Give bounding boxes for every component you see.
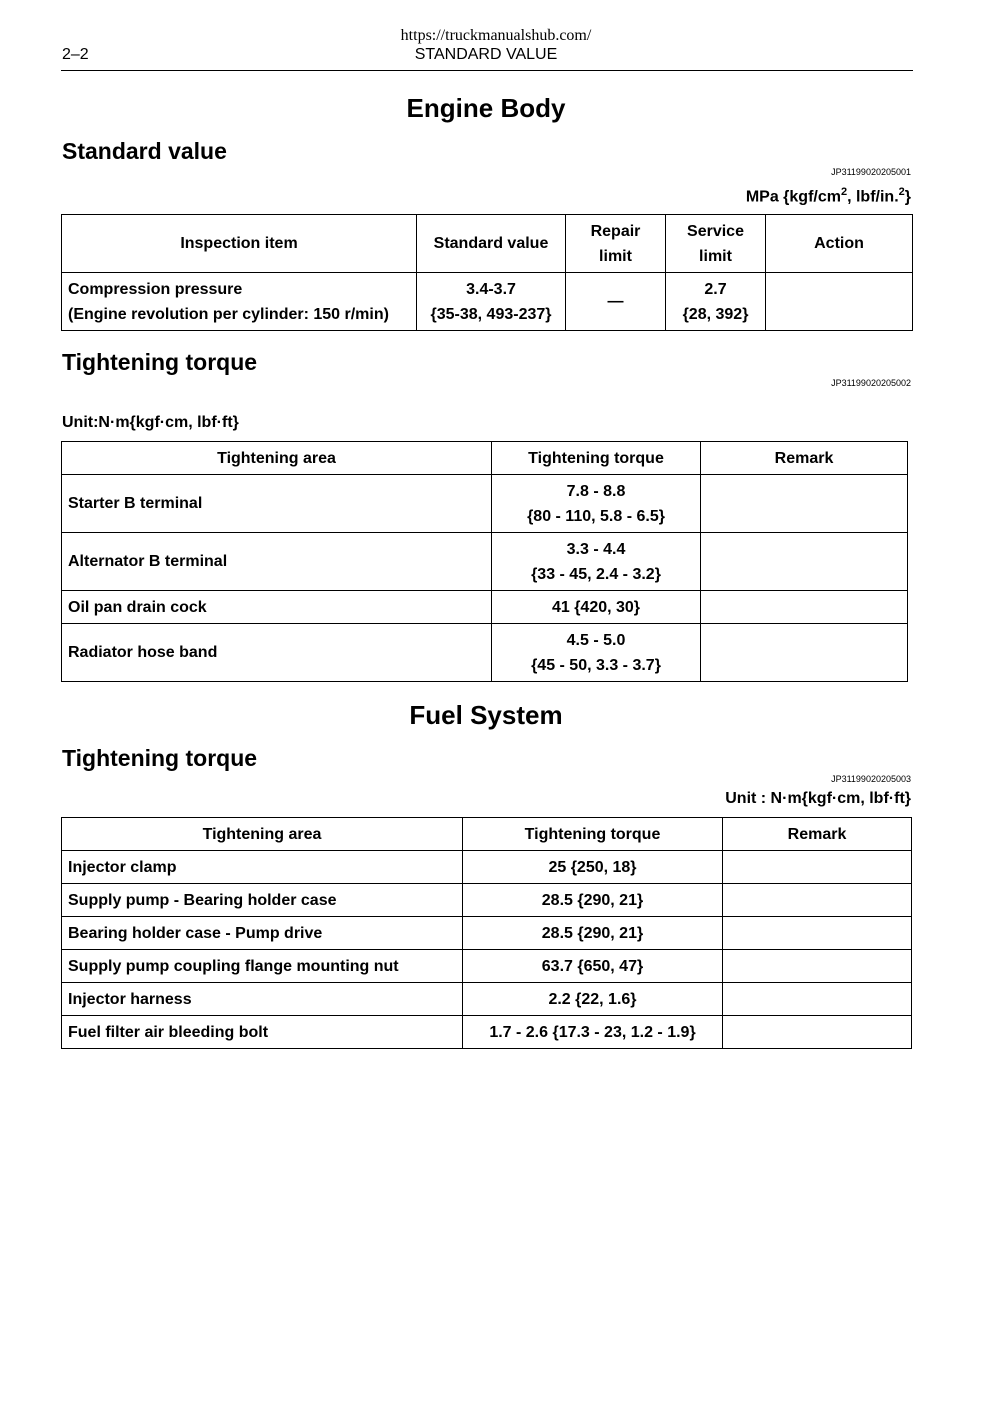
area-cell: Injector harness xyxy=(62,983,463,1016)
col-inspection-item: Inspection item xyxy=(62,215,417,273)
remark-cell xyxy=(723,1016,912,1049)
table-row xyxy=(62,533,908,591)
table-row xyxy=(62,851,912,884)
table-row xyxy=(62,1016,912,1049)
fuel-tightening-torque-heading: Tightening torque xyxy=(62,745,258,771)
col-tightening-torque: Tightening torque xyxy=(492,442,701,475)
area-cell: Oil pan drain cock xyxy=(62,591,492,624)
remark-cell xyxy=(701,533,908,591)
repair-limit-cell: — xyxy=(566,273,666,331)
col-tightening-area: Tightening area xyxy=(62,442,492,475)
remark-cell xyxy=(723,851,912,884)
remark-cell xyxy=(723,950,912,983)
torque-cell: 41 {420, 30} xyxy=(492,591,701,624)
col-remark: Remark xyxy=(701,442,908,475)
remark-cell xyxy=(701,591,908,624)
col-tightening-torque: Tightening torque xyxy=(463,818,723,851)
area-cell: Supply pump coupling flange mounting nut xyxy=(62,950,463,983)
col-service-limit: Service limit xyxy=(666,215,766,273)
inspection-item-cell: Compression pressure (Engine revolution per cylinder: 150 r/min) xyxy=(62,273,417,331)
torque-cell: 2.2 {22, 1.6} xyxy=(463,983,723,1016)
header-rule xyxy=(61,70,913,71)
table-row xyxy=(62,950,912,983)
remark-cell xyxy=(723,983,912,1016)
engine-torque-table xyxy=(61,441,908,682)
torque-cell: 7.8 - 8.8 {80 - 110, 5.8 - 6.5} xyxy=(492,475,701,533)
area-cell: Fuel filter air bleeding bolt xyxy=(62,1016,463,1049)
doc-id-engine-torque: JP31199020205002 xyxy=(831,378,911,388)
area-cell: Starter B terminal xyxy=(62,475,492,533)
torque-cell: 28.5 {290, 21} xyxy=(463,917,723,950)
table-row xyxy=(62,475,908,533)
remark-cell xyxy=(701,475,908,533)
standard-value-cell: 3.4-3.7 {35-38, 493-237} xyxy=(417,273,566,331)
fuel-torque-unit: Unit : N·m{kgf·cm, lbf·ft} xyxy=(725,790,911,807)
torque-cell: 25 {250, 18} xyxy=(463,851,723,884)
area-cell: Alternator B terminal xyxy=(62,533,492,591)
standard-value-heading: Standard value xyxy=(62,138,227,164)
torque-cell: 3.3 - 4.4 {33 - 45, 2.4 - 3.2} xyxy=(492,533,701,591)
area-cell: Injector clamp xyxy=(62,851,463,884)
torque-cell: 28.5 {290, 21} xyxy=(463,884,723,917)
table-row xyxy=(62,917,912,950)
standard-value-table xyxy=(61,214,913,331)
torque-cell: 1.7 - 2.6 {17.3 - 23, 1.2 - 1.9} xyxy=(463,1016,723,1049)
table-row xyxy=(62,884,912,917)
remark-cell xyxy=(723,884,912,917)
remark-cell xyxy=(701,624,908,682)
table-row xyxy=(62,273,913,331)
table-row xyxy=(62,591,908,624)
torque-cell: 4.5 - 5.0 {45 - 50, 3.3 - 3.7} xyxy=(492,624,701,682)
service-limit-cell: 2.7 {28, 392} xyxy=(666,273,766,331)
table-header-row xyxy=(62,818,912,851)
torque-cell: 63.7 {650, 47} xyxy=(463,950,723,983)
doc-id-fuel-torque: JP31199020205003 xyxy=(831,774,911,784)
source-url: https://truckmanualshub.com/ xyxy=(400,27,592,44)
table-header-row xyxy=(62,215,913,273)
table-row xyxy=(62,624,908,682)
area-cell: Supply pump - Bearing holder case xyxy=(62,884,463,917)
engine-tightening-torque-heading: Tightening torque xyxy=(62,349,258,375)
page-number: 2–2 xyxy=(62,46,89,63)
col-standard-value: Standard value xyxy=(417,215,566,273)
doc-id-standard-value: JP31199020205001 xyxy=(831,167,911,177)
fuel-torque-table xyxy=(61,817,912,1049)
area-cell: Bearing holder case - Pump drive xyxy=(62,917,463,950)
table-header-row xyxy=(62,442,908,475)
engine-torque-unit: Unit:N·m{kgf·cm, lbf·ft} xyxy=(62,414,239,431)
standard-value-unit: MPa {$kgf/cm^2$, lbf/in.$^2$} xyxy=(745,186,911,206)
col-action: Action xyxy=(766,215,913,273)
action-cell xyxy=(766,273,913,331)
running-header: STANDARD VALUE xyxy=(414,46,558,63)
fuel-system-title: Fuel System xyxy=(409,700,563,730)
table-row xyxy=(62,983,912,1016)
col-remark: Remark xyxy=(723,818,912,851)
col-tightening-area: Tightening area xyxy=(62,818,463,851)
col-repair-limit: Repair limit xyxy=(566,215,666,273)
engine-body-title: Engine Body xyxy=(406,93,566,123)
remark-cell xyxy=(723,917,912,950)
area-cell: Radiator hose band xyxy=(62,624,492,682)
